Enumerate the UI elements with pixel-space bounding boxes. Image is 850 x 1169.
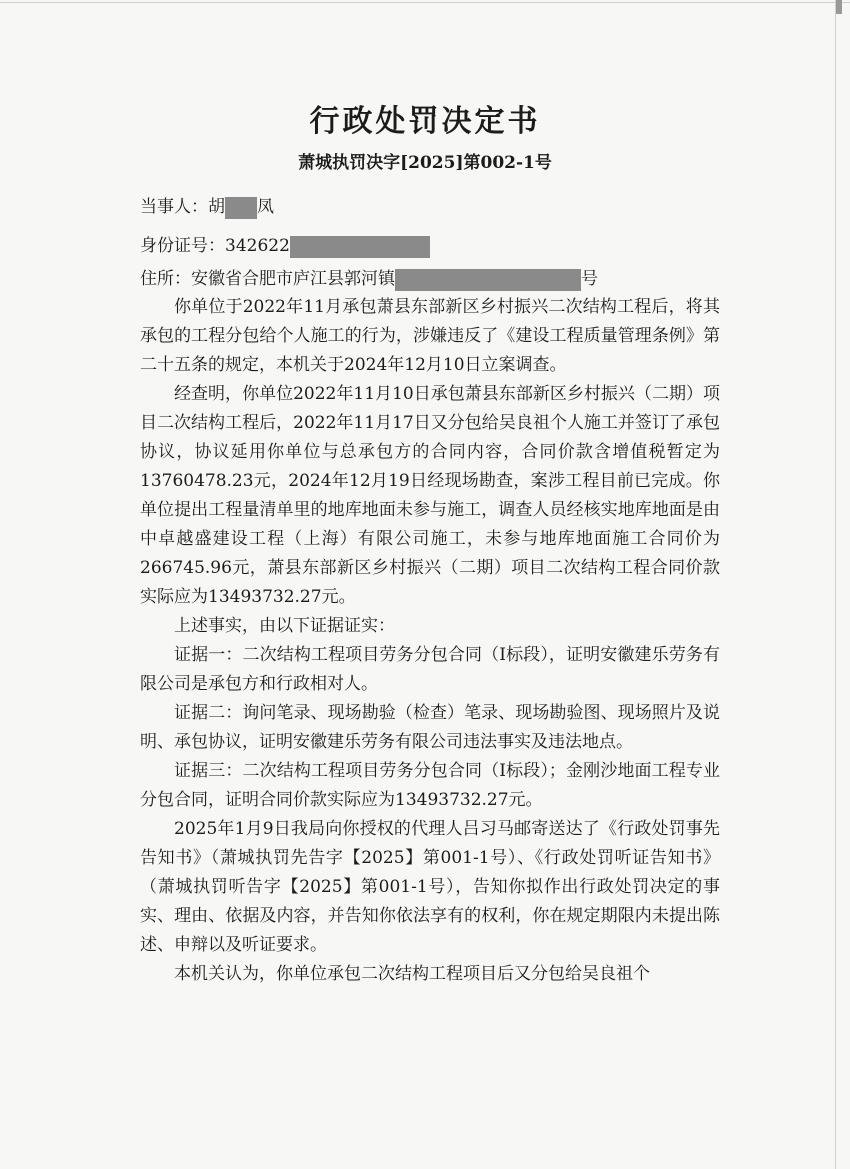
paragraph-evidence-intro: 上述事实，由以下证据证实： — [174, 616, 395, 636]
party-address-suffix: 号 — [581, 269, 598, 289]
redaction-block-id — [290, 236, 430, 258]
scan-edge-right — [835, 0, 836, 1169]
party-id-prefix: 342622 — [225, 236, 290, 256]
document-body — [140, 293, 720, 989]
document-number: 萧城执罚决字[2025]第002-1号 — [298, 153, 552, 173]
paragraph-evidence-1: 证据一：二次结构工程项目劳务分包合同（Ⅰ标段），证明安徽建乐劳务有限公司是承包方和行政相对人。 — [140, 645, 720, 694]
party-address-label: 住所： — [140, 269, 191, 289]
party-name-row — [140, 194, 274, 220]
redaction-block-name — [225, 197, 257, 219]
document-title: 行政处罚决定书 — [309, 104, 541, 139]
party-id-label: 身份证号： — [140, 236, 225, 256]
paragraph-case-summary: 你单位于2022年11月承包萧县东部新区乡村振兴二次结构工程后，将其承包的工程分包给个人施工的行为，涉嫌违反了《建设工程质量管理条例》第二十五条的规定，本机关于2024年12月10日立案调查。 — [140, 297, 720, 375]
paragraph-conclusion: 本机关认为，你单位承包二次结构工程项目后又分包给吴良祖个 — [174, 964, 650, 984]
party-id-row — [140, 233, 430, 259]
party-name-suffix: 凤 — [257, 197, 274, 217]
redaction-block-address — [395, 269, 581, 291]
party-name-label: 当事人： — [140, 197, 208, 217]
paragraph-evidence-3: 证据三：二次结构工程项目劳务分包合同（Ⅰ标段）；金刚沙地面工程专业分包合同，证明合同价款实际应为13493732.27元。 — [140, 761, 720, 810]
paragraph-findings: 经查明，你单位2022年11月10日承包萧县东部新区乡村振兴（二期）项目二次结构工程后，2022年11月17日又分包给吴良祖个人施工并签订了承包协议，协议延用你单位与总承包方的合同内容，合同价款含增值税暂定为13760478.23元，2024年12月19日经现场勘查，案涉工程目前已完成。你单位提出工程量清单里的地库地面未参与施工，调查人员经核实地库地面是由中卓越盛建设工程（上海）有限公司施工，未参与地库地面施工合同价为266745.96元，萧县东部新区乡村振兴（二期）项目二次结构工程合同价款实际应为13493732.27元。 — [140, 384, 720, 607]
party-name-prefix: 胡 — [208, 197, 225, 217]
paragraph-evidence-2: 证据二：询问笔录、现场勘验（检查）笔录、现场勘验图、现场照片及说明、承包协议，证明安徽建乐劳务有限公司违法事实及违法地点。 — [140, 703, 720, 752]
paragraph-notification: 2025年1月9日我局向你授权的代理人吕习马邮寄送达了《行政处罚事先告知书》（萧城执罚先告字【2025】第001-1号）、《行政处罚听证告知书》（萧城执罚听告字【2025】第001-1号），告知你拟作出行政处罚决定的事实、理由、依据及内容，并告知你依法享有的权利，你在规定期限内未提出陈述、申辩以及听证要求。 — [140, 819, 720, 955]
party-address-prefix: 安徽省合肥市庐江县郭河镇 — [191, 269, 395, 289]
scan-corner-mark — [836, 0, 842, 14]
party-address-row — [140, 266, 598, 292]
scan-edge-top — [0, 2, 850, 3]
